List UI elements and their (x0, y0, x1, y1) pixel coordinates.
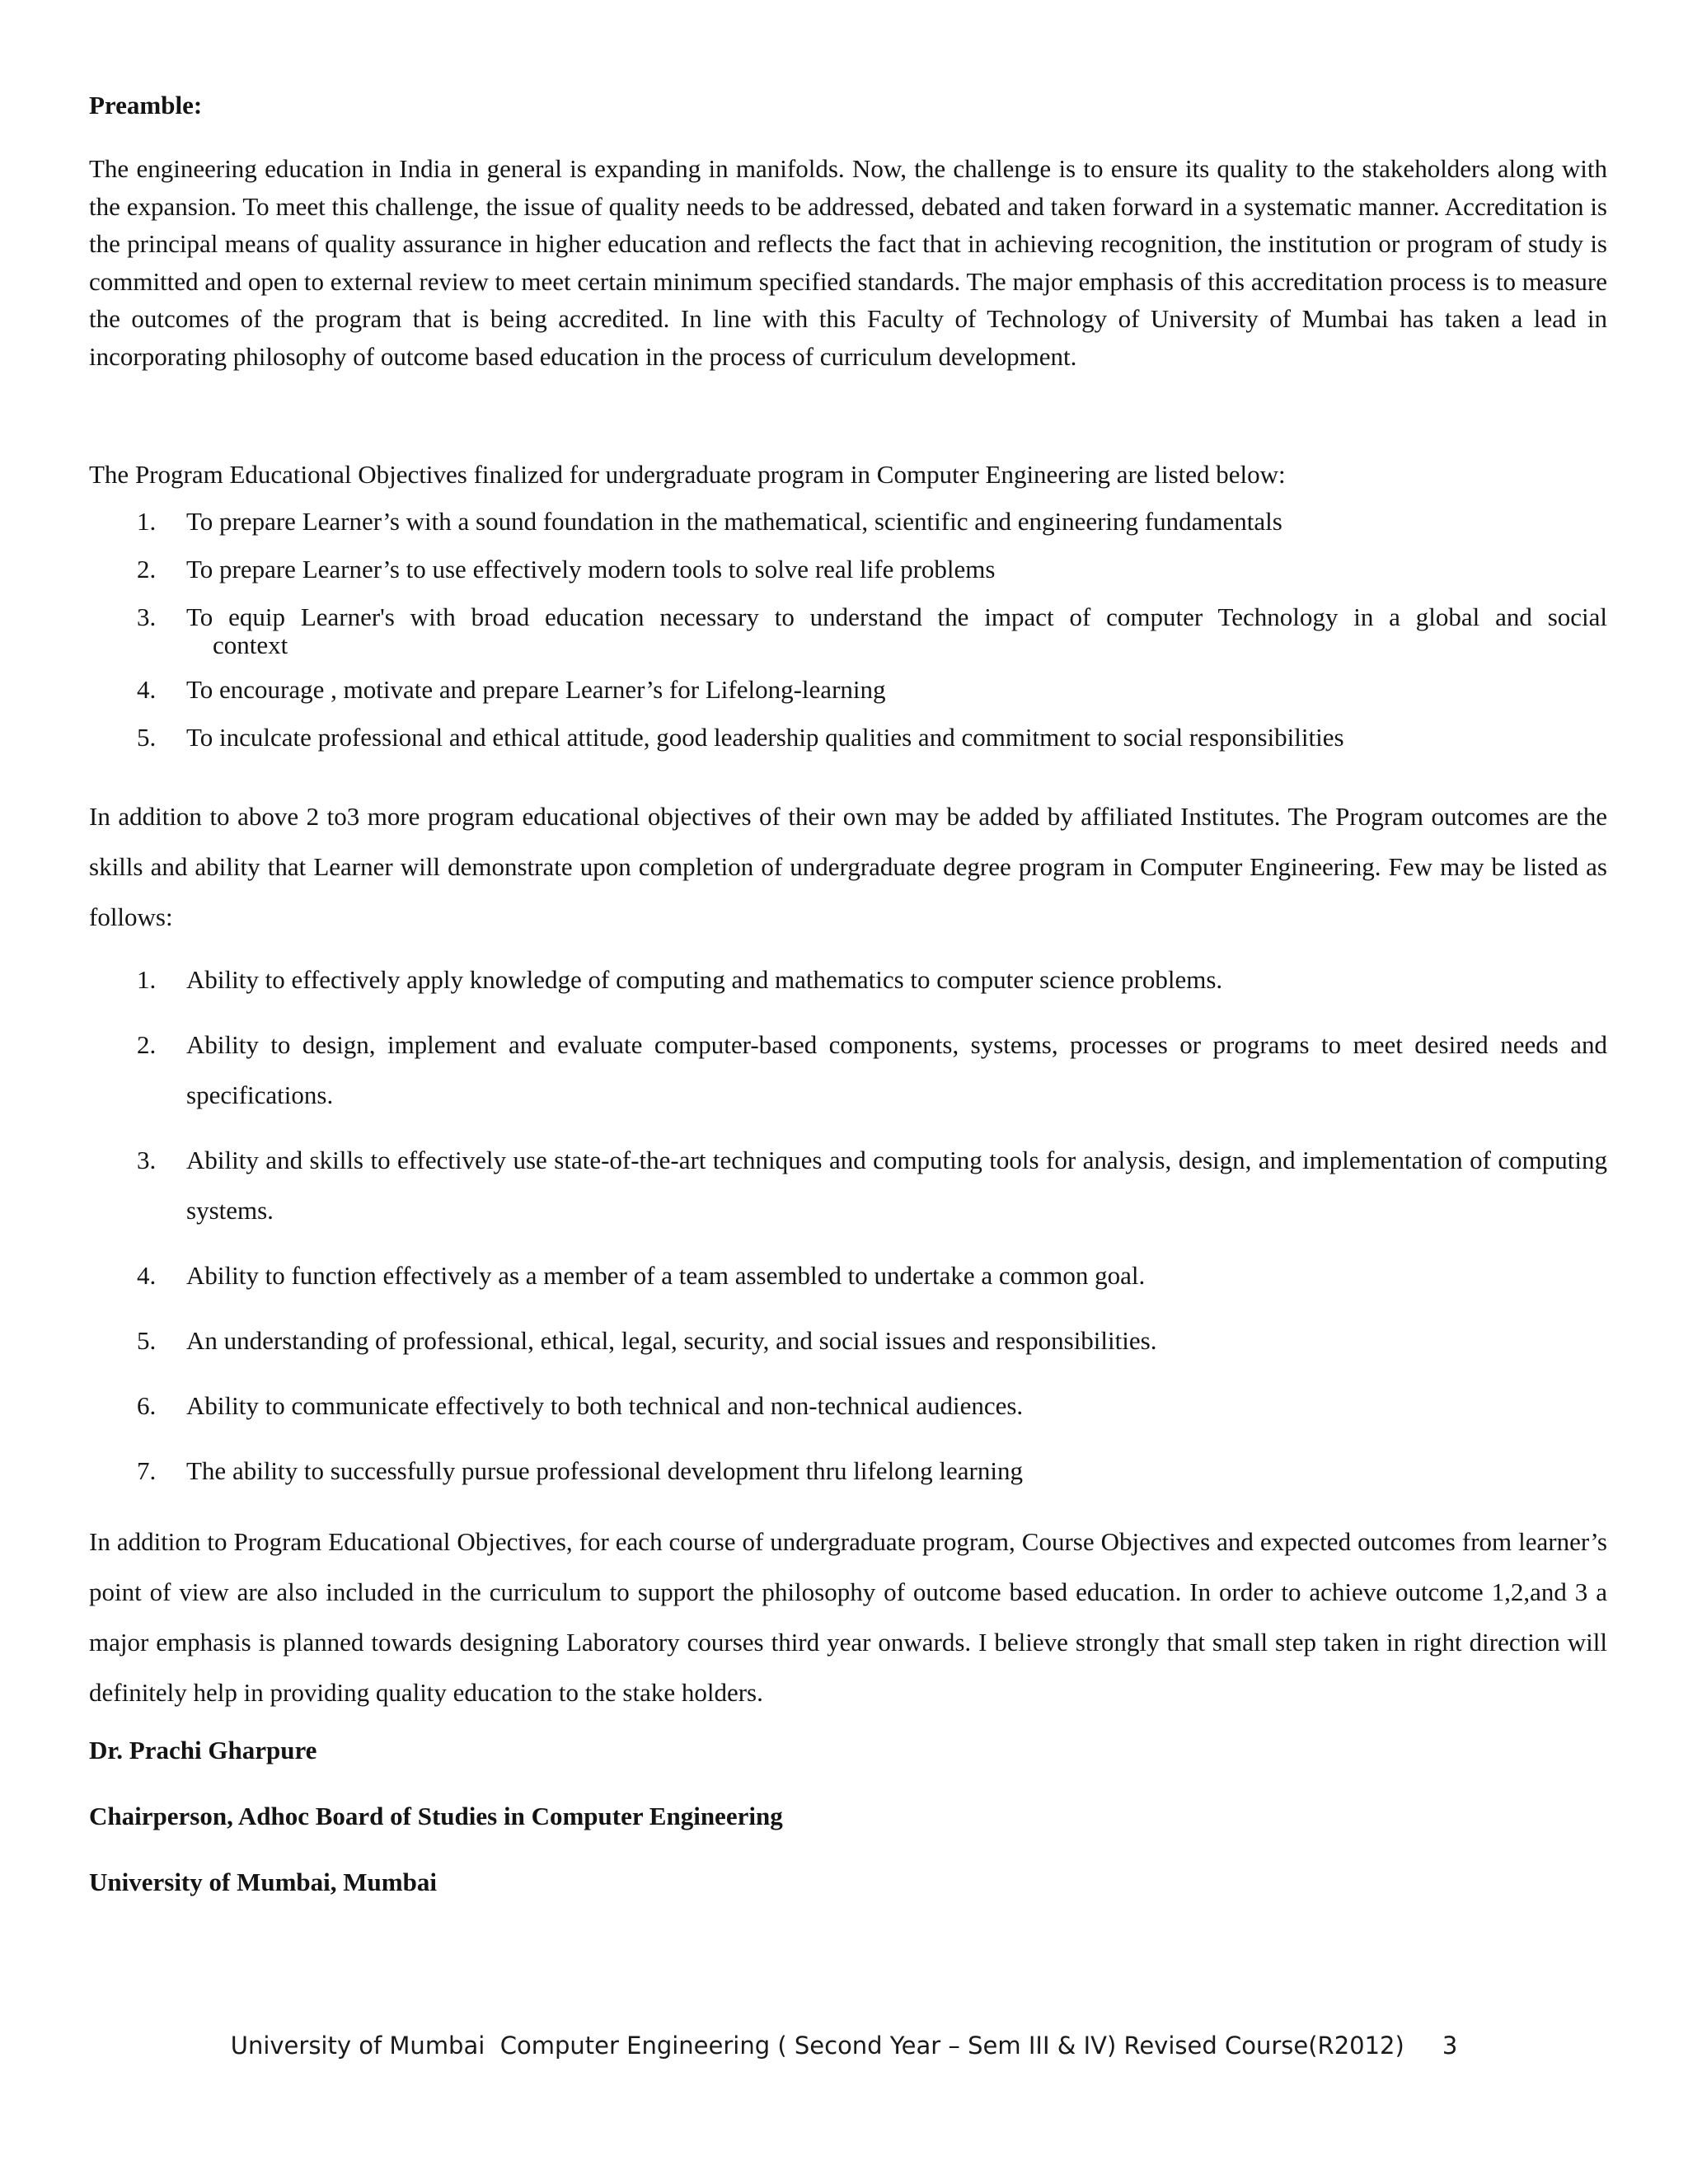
list-item (89, 722, 1607, 753)
section-heading: Preamble: (89, 91, 203, 120)
intro-paragraph: The engineering education in India in general is expanding in manifolds. Now, the challenge is to ensure its quality to the stakeholders along with the expansion. To meet this challenge, the issue of quality needs to be addressed, debated and taken forward in a systematic manner. Accreditation is the principal means of quality assurance in higher education and reflects the fact that in achieving recognition, the institution or program of study is committed and open to external review to meet certain minimum specified standards. The major emphasis of this accreditation process is to measure the outcomes of the program that is being accredited. In line with this Faculty of Technology of University of Mumbai has taken a lead in incorporating philosophy of outcome based education in the process of curriculum development. (89, 154, 1607, 371)
list-text: To encourage , motivate and prepare Learner’s for Lifelong-learning (186, 675, 886, 704)
list-number: 6. (137, 1391, 157, 1420)
list-number: 4. (137, 1261, 157, 1290)
po-list (89, 954, 1607, 1511)
list-number: 1. (137, 507, 157, 536)
list-text: To prepare Learner’s with a sound foundation in the mathematical, scientific and engineering fundamentals (186, 507, 1282, 536)
list-text: An understanding of professional, ethical, legal, security, and social issues and responsibilities. (186, 1326, 1157, 1355)
list-item (89, 954, 1607, 1005)
list-number: 3. (137, 602, 157, 631)
list-number: 4. (137, 675, 157, 704)
list-text: Ability to design, implement and evaluate computer-based components, systems, processes or programs to meet desired needs and specifications. (186, 1030, 1607, 1109)
peo-intro-paragraph: The Program Educational Objectives finalized for undergraduate program in Computer Engineering are listed below: (89, 460, 1286, 489)
list-number: 5. (137, 723, 157, 752)
list-item (89, 1315, 1607, 1366)
list-item (89, 602, 1607, 658)
list-number: 2. (137, 555, 157, 583)
list-text: To equip Learner's with broad education necessary to understand the impact of computer Technology in a global and social (186, 602, 1607, 631)
footer-text: University of Mumbai Computer Engineering ( Second Year – Sem III & IV) Revised Course(R2012) (230, 2032, 1404, 2060)
list-text: Ability and skills to effectively use state-of-the-art techniques and computing tools for analysis, design, and implementation of computing systems. (186, 1146, 1607, 1225)
list-text: The ability to successfully pursue professional development thru lifelong learning (186, 1456, 1023, 1485)
signatory-organization: University of Mumbai, Mumbai (89, 1868, 437, 1896)
list-text: To inculcate professional and ethical attitude, good leadership qualities and commitment to social responsibilities (186, 723, 1344, 752)
list-item (89, 506, 1607, 537)
list-item (89, 1380, 1607, 1431)
list-item (89, 1250, 1607, 1301)
list-number: 7. (137, 1456, 157, 1485)
closing-paragraph: In addition to Program Educational Objectives, for each course of undergraduate program, Course Objectives and expected outcomes from learner’s point of view are also included in the curriculum to support the philosophy of outcome based education. In order to achieve outcome 1,2,and 3 a major emphasis is planned towards designing Laboratory courses third year onwards. I believe strongly that small step taken in right direction will definitely help in providing quality education to the stake holders. (89, 1527, 1607, 1707)
list-text: To prepare Learner’s to use effectively modern tools to solve real life problems (186, 555, 996, 583)
list-number: 5. (137, 1326, 157, 1355)
po-intro-paragraph: In addition to above 2 to3 more program educational objectives of their own may be added by affiliated Institutes. The Program outcomes are the skills and ability that Learner will demonstrate upon completion of undergraduate degree program in Computer Engineering. Few may be listed as follows: (89, 802, 1607, 931)
list-text: Ability to effectively apply knowledge of computing and mathematics to computer science problems. (186, 965, 1223, 994)
list-item (89, 1135, 1607, 1235)
page-number: 3 (1442, 2032, 1458, 2060)
page-footer (0, 2029, 1688, 2062)
list-number: 3. (137, 1146, 157, 1174)
list-number: 2. (137, 1030, 157, 1059)
list-text-continuation: context (213, 630, 288, 659)
signatory-role: Chairperson, Adhoc Board of Studies in Computer Engineering (89, 1802, 783, 1830)
list-item (89, 1446, 1607, 1496)
list-text: Ability to function effectively as a member of a team assembled to undertake a common goal. (186, 1261, 1146, 1290)
list-number: 1. (137, 965, 157, 994)
list-item (89, 674, 1607, 705)
list-item (89, 554, 1607, 585)
list-text: Ability to communicate effectively to both technical and non-technical audiences. (186, 1391, 1024, 1420)
signatory-name: Dr. Prachi Gharpure (89, 1736, 317, 1765)
peo-list (89, 506, 1607, 770)
list-item (89, 1019, 1607, 1120)
